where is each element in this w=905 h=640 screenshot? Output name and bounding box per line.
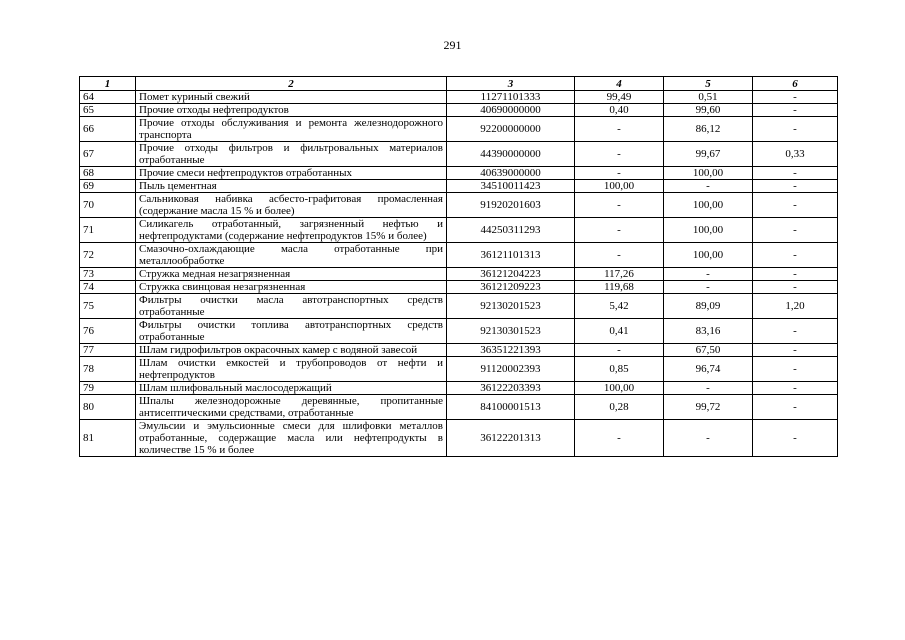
- column-5-value-cell: 89,09: [664, 294, 753, 319]
- table-row: [80, 420, 838, 457]
- table-row: [80, 142, 838, 167]
- row-number-cell: 65: [80, 104, 136, 117]
- waste-name-cell: Шпалы железнодорожные деревянные, пропитанные антисептическими средствами, отработанные: [136, 395, 447, 420]
- column-6-value-cell: -: [753, 420, 838, 457]
- column-5-value-cell: 83,16: [664, 319, 753, 344]
- column-6-value-cell: 1,20: [753, 294, 838, 319]
- column-6-value-cell: -: [753, 243, 838, 268]
- waste-name-cell: Сальниковая набивка асбесто-графитовая промасленная (содержание масла 15 % и более): [136, 193, 447, 218]
- column-4-value-cell: 0,40: [575, 104, 664, 117]
- row-number-cell: 78: [80, 357, 136, 382]
- column-6-value-cell: -: [753, 104, 838, 117]
- table-row: [80, 104, 838, 117]
- column-5-value-cell: 86,12: [664, 117, 753, 142]
- column-5-value-cell: 0,51: [664, 91, 753, 104]
- column-header-2: 2: [136, 77, 447, 91]
- column-5-value-cell: 96,74: [664, 357, 753, 382]
- fkko-code-cell: 11271101333: [447, 91, 575, 104]
- column-5-value-cell: 100,00: [664, 243, 753, 268]
- row-number-cell: 76: [80, 319, 136, 344]
- column-5-value-cell: 99,72: [664, 395, 753, 420]
- row-number-cell: 69: [80, 180, 136, 193]
- column-4-value-cell: -: [575, 117, 664, 142]
- column-6-value-cell: -: [753, 180, 838, 193]
- column-4-value-cell: -: [575, 218, 664, 243]
- waste-name-cell: Шлам гидрофильтров окрасочных камер с водяной завесой: [136, 344, 447, 357]
- waste-name-cell: Смазочно-охлаждающие масла отработанные при металлообработке: [136, 243, 447, 268]
- row-number-cell: 74: [80, 281, 136, 294]
- row-number-cell: 64: [80, 91, 136, 104]
- table-row: [80, 395, 838, 420]
- column-6-value-cell: -: [753, 91, 838, 104]
- page-number: 291: [443, 38, 462, 52]
- row-number-cell: 66: [80, 117, 136, 142]
- table-row: [80, 319, 838, 344]
- column-6-value-cell: -: [753, 117, 838, 142]
- fkko-code-cell: 36122203393: [447, 382, 575, 395]
- fkko-code-cell: 40690000000: [447, 104, 575, 117]
- table-row: [80, 243, 838, 268]
- fkko-code-cell: 36351221393: [447, 344, 575, 357]
- column-6-value-cell: -: [753, 167, 838, 180]
- waste-name-cell: Прочие отходы обслуживания и ремонта железнодорожного транспорта: [136, 117, 447, 142]
- fkko-code-cell: 36121209223: [447, 281, 575, 294]
- row-number-cell: 80: [80, 395, 136, 420]
- waste-name-cell: Помет куриный свежий: [136, 91, 447, 104]
- waste-name-cell: Фильтры очистки топлива автотранспортных средств отработанные: [136, 319, 447, 344]
- column-6-value-cell: -: [753, 281, 838, 294]
- row-number-cell: 70: [80, 193, 136, 218]
- fkko-code-cell: 92130301523: [447, 319, 575, 344]
- fkko-code-cell: 36122201313: [447, 420, 575, 457]
- column-4-value-cell: 119,68: [575, 281, 664, 294]
- column-5-value-cell: -: [664, 268, 753, 281]
- row-number-cell: 67: [80, 142, 136, 167]
- column-5-value-cell: -: [664, 281, 753, 294]
- table-row: [80, 117, 838, 142]
- row-number-cell: 73: [80, 268, 136, 281]
- table-row: [80, 91, 838, 104]
- table-row: [80, 218, 838, 243]
- column-4-value-cell: 5,42: [575, 294, 664, 319]
- row-number-cell: 81: [80, 420, 136, 457]
- column-4-value-cell: 100,00: [575, 382, 664, 395]
- table-row: [80, 357, 838, 382]
- row-number-cell: 68: [80, 167, 136, 180]
- table-row: [80, 180, 838, 193]
- column-5-value-cell: 67,50: [664, 344, 753, 357]
- fkko-code-cell: 91920201603: [447, 193, 575, 218]
- waste-name-cell: Прочие отходы фильтров и фильтровальных материалов отработанные: [136, 142, 447, 167]
- column-4-value-cell: -: [575, 142, 664, 167]
- column-6-value-cell: -: [753, 193, 838, 218]
- column-header-3: 3: [447, 77, 575, 91]
- column-4-value-cell: 0,41: [575, 319, 664, 344]
- column-header-4: 4: [575, 77, 664, 91]
- column-5-value-cell: -: [664, 420, 753, 457]
- fkko-code-cell: 91120002393: [447, 357, 575, 382]
- column-4-value-cell: 117,26: [575, 268, 664, 281]
- fkko-code-cell: 36121101313: [447, 243, 575, 268]
- waste-name-cell: Силикагель отработанный, загрязненный нефтью и нефтепродуктами (содержание нефтепродуктов 15% и более): [136, 218, 447, 243]
- waste-name-cell: Пыль цементная: [136, 180, 447, 193]
- column-4-value-cell: -: [575, 344, 664, 357]
- fkko-code-cell: 40639000000: [447, 167, 575, 180]
- waste-composition-table: [79, 76, 838, 457]
- column-4-value-cell: 0,85: [575, 357, 664, 382]
- column-6-value-cell: -: [753, 319, 838, 344]
- waste-name-cell: Прочие смеси нефтепродуктов отработанных: [136, 167, 447, 180]
- waste-name-cell: Стружка свинцовая незагрязненная: [136, 281, 447, 294]
- waste-name-cell: Прочие отходы нефтепродуктов: [136, 104, 447, 117]
- header-row: [80, 77, 838, 91]
- waste-name-cell: Шлам очистки емкостей и трубопроводов от нефти и нефтепродуктов: [136, 357, 447, 382]
- table-row: [80, 167, 838, 180]
- fkko-code-cell: 44250311293: [447, 218, 575, 243]
- row-number-cell: 72: [80, 243, 136, 268]
- column-6-value-cell: -: [753, 218, 838, 243]
- column-4-value-cell: -: [575, 193, 664, 218]
- fkko-code-cell: 36121204223: [447, 268, 575, 281]
- fkko-code-cell: 84100001513: [447, 395, 575, 420]
- column-5-value-cell: -: [664, 382, 753, 395]
- column-5-value-cell: 100,00: [664, 167, 753, 180]
- table-row: [80, 193, 838, 218]
- column-6-value-cell: -: [753, 268, 838, 281]
- column-5-value-cell: 100,00: [664, 218, 753, 243]
- column-5-value-cell: 99,60: [664, 104, 753, 117]
- column-6-value-cell: -: [753, 382, 838, 395]
- fkko-code-cell: 34510011423: [447, 180, 575, 193]
- column-header-6: 6: [753, 77, 838, 91]
- column-6-value-cell: -: [753, 357, 838, 382]
- table-row: [80, 294, 838, 319]
- row-number-cell: 79: [80, 382, 136, 395]
- fkko-code-cell: 92130201523: [447, 294, 575, 319]
- waste-name-cell: Шлам шлифовальный маслосодержащий: [136, 382, 447, 395]
- table-row: [80, 281, 838, 294]
- row-number-cell: 75: [80, 294, 136, 319]
- waste-name-cell: Стружка медная незагрязненная: [136, 268, 447, 281]
- column-5-value-cell: 99,67: [664, 142, 753, 167]
- waste-name-cell: Фильтры очистки масла автотранспортных средств отработанные: [136, 294, 447, 319]
- column-4-value-cell: -: [575, 420, 664, 457]
- column-4-value-cell: -: [575, 243, 664, 268]
- fkko-code-cell: 44390000000: [447, 142, 575, 167]
- row-number-cell: 77: [80, 344, 136, 357]
- fkko-code-cell: 92200000000: [447, 117, 575, 142]
- column-5-value-cell: -: [664, 180, 753, 193]
- column-4-value-cell: 0,28: [575, 395, 664, 420]
- table-row: [80, 268, 838, 281]
- column-5-value-cell: 100,00: [664, 193, 753, 218]
- column-header-1: 1: [80, 77, 136, 91]
- column-4-value-cell: 100,00: [575, 180, 664, 193]
- column-6-value-cell: 0,33: [753, 142, 838, 167]
- column-4-value-cell: -: [575, 167, 664, 180]
- column-6-value-cell: -: [753, 395, 838, 420]
- table-row: [80, 344, 838, 357]
- column-4-value-cell: 99,49: [575, 91, 664, 104]
- column-header-5: 5: [664, 77, 753, 91]
- waste-name-cell: Эмульсии и эмульсионные смеси для шлифовки металлов отработанные, содержащие масла или нефтепродукты в количестве 15 % и более: [136, 420, 447, 457]
- row-number-cell: 71: [80, 218, 136, 243]
- table-row: [80, 382, 838, 395]
- table-body: [80, 91, 838, 457]
- column-6-value-cell: -: [753, 344, 838, 357]
